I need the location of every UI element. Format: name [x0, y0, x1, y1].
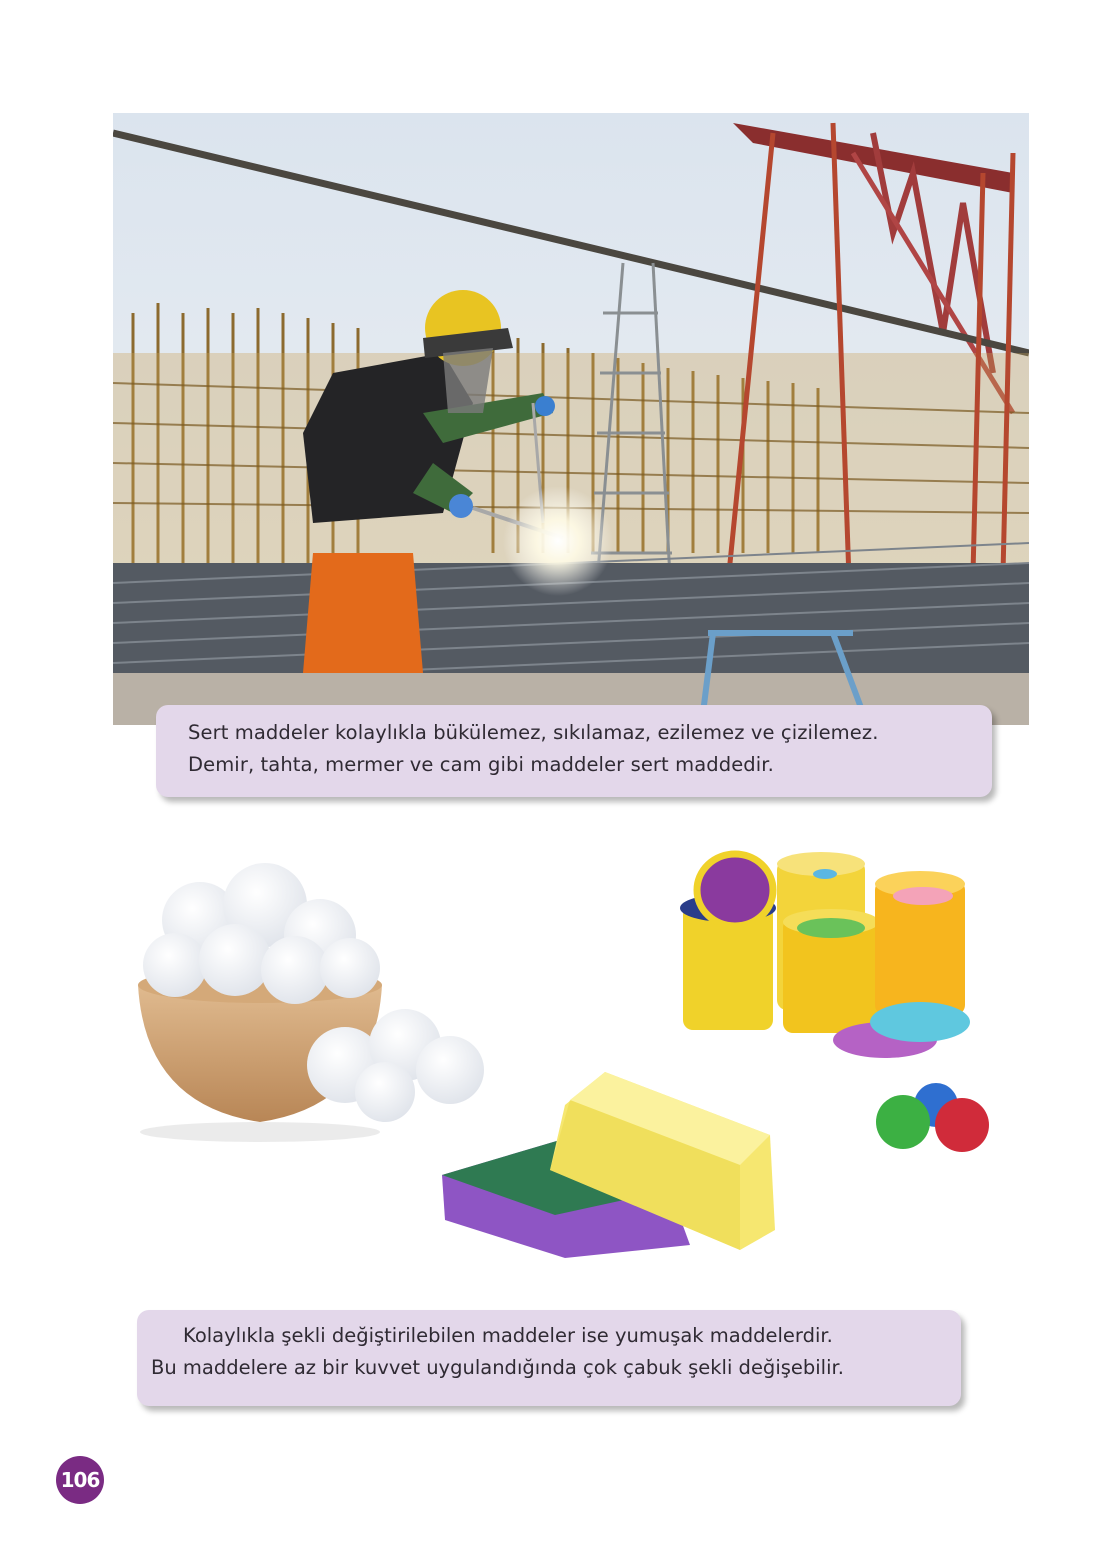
hard-materials-caption: [156, 705, 992, 797]
soft-caption-line-2: Bu maddelere az bir kuvvet uygulandığında çok çabuk şekli değişebilir.: [151, 1356, 844, 1379]
hard-caption-line-1: Sert maddeler kolaylıkla bükülemez, sıkılamaz, ezilemez ve çizilemez.: [188, 721, 879, 744]
play-dough-containers-image: [675, 850, 975, 1060]
page-number-badge: 106: [56, 1456, 104, 1504]
soft-materials-caption: [137, 1310, 961, 1406]
soft-caption-line-1: Kolaylıkla şekli değiştirilebilen maddeler ise yumuşak maddelerdir.: [183, 1324, 833, 1347]
welder-rebar-photo: [113, 113, 1029, 725]
sponges-image: [440, 1060, 780, 1260]
hard-caption-line-2: Demir, tahta, mermer ve cam gibi maddeler sert maddedir.: [188, 753, 774, 776]
play-dough-balls-image: [870, 1075, 995, 1155]
